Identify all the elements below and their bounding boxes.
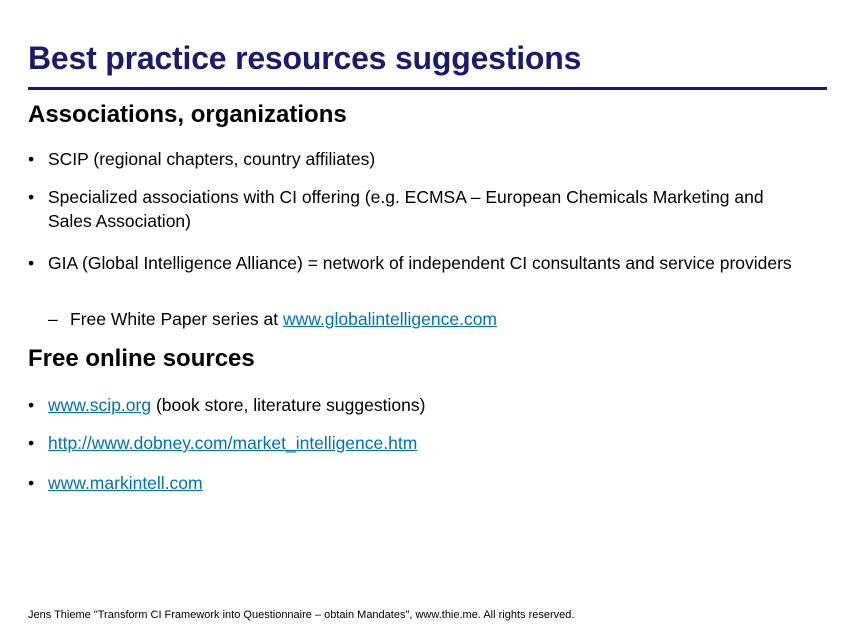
list-item-text: SCIP (regional chapters, country affiliates) [48,149,376,169]
section-heading-online-sources: Free online sources [28,345,255,372]
list-item-text: (book store, literature suggestions) [151,395,426,415]
list-item-scip [28,147,808,171]
list-item-scip-org [28,393,808,417]
dash-icon: – [48,309,58,329]
bullet-icon: • [28,253,35,273]
dobney-link[interactable]: http://www.dobney.com/market_intelligence.htm [48,433,418,453]
bullet-icon: • [28,395,35,415]
footer-copyright: Jens Thieme "Transform CI Framework into Questionnaire – obtain Mandates", www.thie.me. All rights reserved. [28,609,575,621]
globalintelligence-link[interactable]: www.globalintelligence.com [283,309,497,329]
bullet-icon: • [28,149,35,169]
markintell-link[interactable]: www.markintell.com [48,473,203,493]
list-item-dobney [28,431,808,455]
sub-list-item-white-paper [48,307,497,331]
list-item-markintell [28,471,808,495]
list-item-specialized-associations [28,185,808,233]
bullet-icon: • [28,473,35,493]
sub-list-item-text: Free White Paper series at [70,309,283,329]
page-title: Best practice resources suggestions [28,40,582,76]
bullet-icon: • [28,187,35,207]
section-heading-associations: Associations, organizations [28,101,347,128]
list-item-text: GIA (Global Intelligence Alliance) = network of independent CI consultants and service providers [48,253,792,273]
title-underline [28,87,827,90]
list-item-text: Specialized associations with CI offering (e.g. ECMSA – European Chemicals Marketing and Sales Association) [48,187,764,231]
scip-org-link[interactable]: www.scip.org [48,395,152,415]
bullet-icon: • [28,433,35,453]
list-item-gia [28,251,808,275]
